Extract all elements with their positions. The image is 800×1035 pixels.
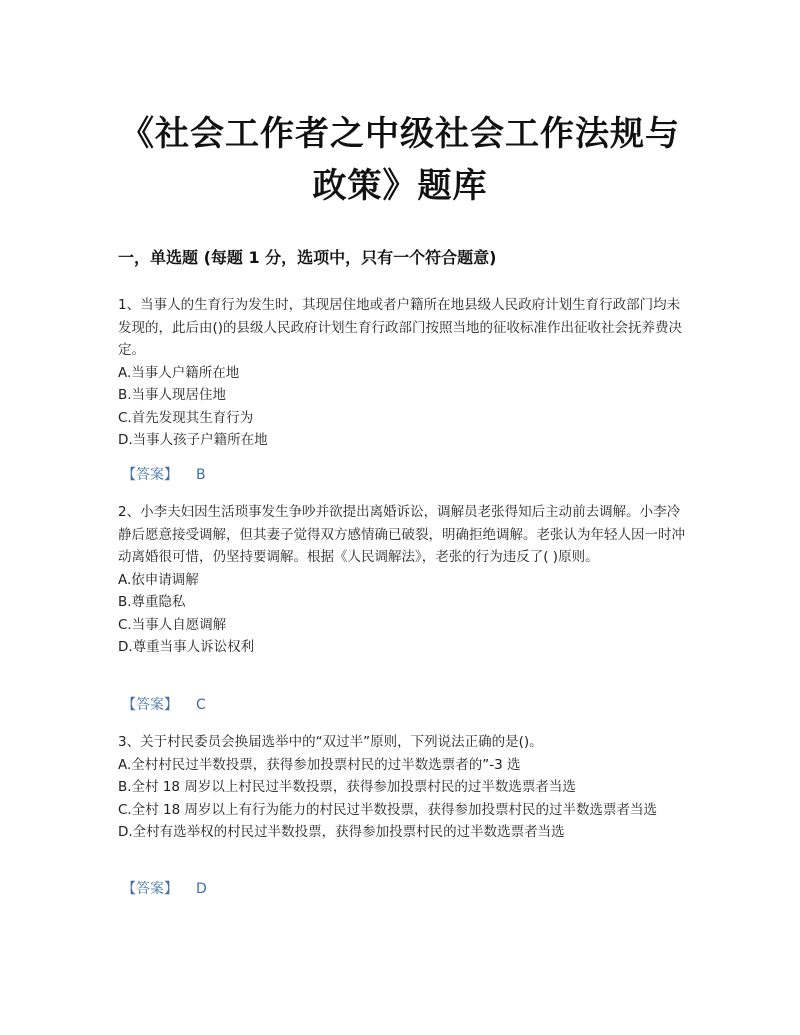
answer-2 [122,694,206,716]
answer-value: D [196,881,207,897]
answer-value: C [196,697,206,713]
option-d: D.当事人孩子户籍所在地 [118,432,268,448]
answer-label: 【答案】 [122,881,178,897]
section-heading: 一，单选题 (每题 1 分，选项中，只有一个符合题意) [118,248,497,267]
option-b: B.全村 18 周岁以上村民过半数投票，获得参加投票村民的过半数选票者当选 [118,779,576,795]
answer-value: B [196,467,206,483]
question-3 [118,731,690,844]
question-2 [118,501,690,659]
answer-1 [122,464,206,486]
title-line-2: 政策》题库 [312,166,488,206]
option-a: A.依申请调解 [118,571,199,588]
option-b: B.尊重隐私 [118,594,186,610]
title-line-1: 《社会工作者之中级社会工作法规与 [120,114,680,154]
option-d: D.全村有选举权的村民过半数投票，获得参加投票村民的过半数选票者当选 [118,824,565,840]
option-a: A.当事人户籍所在地 [118,364,240,381]
question-text: 2、小李夫妇因生活琐事发生争吵并欲提出离婚诉讼，调解员老张得知后主动前去调解。小李冷静后愿意接受调解，但其妻子觉得双方感情确已破裂，明确拒绝调解。老张认为年轻人因一时冲动离婚很可惜，仍坚持要调解。根据《人民调解法》，老张的行为违反了( )原则。 [118,504,685,565]
answer-label: 【答案】 [122,467,178,483]
option-c: C.首先发现其生育行为 [118,409,254,426]
option-a: A.全村村民过半数投票，获得参加投票村民的过半数选票者的”-3 选 [118,756,521,773]
document-title [100,108,700,212]
option-c: C.全村 18 周岁以上有行为能力的村民过半数投票，获得参加投票村民的过半数选票者当选 [118,801,657,818]
answer-3 [122,878,207,900]
answer-label: 【答案】 [122,697,178,713]
option-c: C.当事人自愿调解 [118,616,227,633]
option-b: B.当事人现居住地 [118,387,227,403]
question-text: 1、当事人的生育行为发生时，其现居住地或者户籍所在地县级人民政府计划生育行政部门均未发现的，此后由()的县级人民政府计划生育行政部门按照当地的征收标准作出征收社会抚养费决定。 [118,297,683,358]
option-d: D.尊重当事人诉讼权利 [118,639,255,655]
question-1 [118,294,690,452]
question-text: 3、关于村民委员会换届选举中的“双过半”原则，下列说法正确的是()。 [118,734,543,750]
